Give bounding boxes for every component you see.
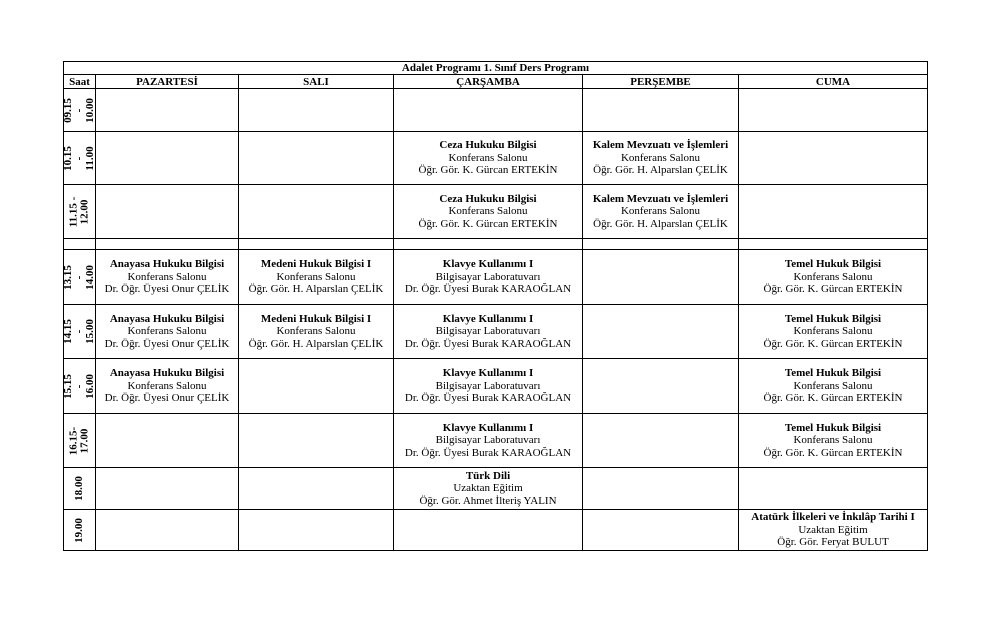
schedule-row — [64, 414, 928, 468]
course-teacher: Dr. Öğr. Üyesi Burak KARAOĞLAN — [404, 392, 572, 405]
course-cell-persembe — [583, 239, 739, 250]
course-name: Atatürk İlkeleri ve İnkılâp Tarihi I — [751, 511, 915, 524]
course-cell-carsamba — [394, 250, 583, 305]
course-teacher: Dr. Öğr. Üyesi Burak KARAOĞLAN — [404, 446, 572, 459]
course-cell-sali — [239, 510, 394, 551]
course-cell-cuma — [739, 414, 928, 468]
time-slot-label: 15.15 - 16.00 — [62, 373, 96, 399]
course-cell-sali — [239, 239, 394, 250]
schedule-title: Adalet Programı 1. Sınıf Ders Programı — [64, 62, 928, 75]
time-slot-cell — [64, 468, 96, 510]
course-cell-persembe — [583, 468, 739, 510]
header-pazartesi: PAZARTESİ — [96, 75, 239, 89]
time-slot-cell — [64, 414, 96, 468]
time-slot-label: 14.15 - 15.00 — [62, 319, 96, 344]
course-teacher: Öğr. Gör. K. Gürcan ERTEKİN — [418, 164, 558, 177]
course-cell-persembe — [583, 132, 739, 185]
course-name: Ceza Hukuku Bilgisi — [439, 192, 537, 205]
course-room: Konferans Salonu — [793, 434, 873, 447]
course-cell-sali — [239, 305, 394, 359]
course-cell-carsamba — [394, 359, 583, 414]
course-teacher: Öğr. Gör. H. Alparslan ÇELİK — [593, 217, 728, 230]
course-room: Konferans Salonu — [793, 379, 873, 392]
course-room: Bilgisayar Laboratuvarı — [435, 379, 541, 392]
time-slot-cell — [64, 250, 96, 305]
time-slot-label: 10.15 - 11.00 — [62, 145, 96, 171]
course-cell-pazartesi — [96, 305, 239, 359]
header-saat: Saat — [64, 75, 96, 89]
course-name: Klavye Kullanımı I — [442, 258, 534, 271]
schedule-table — [63, 61, 928, 551]
course-teacher: Öğr. Gör. Ahmet İlteriş YALIN — [419, 494, 557, 507]
course-name: Anayasa Hukuku Bilgisi — [109, 312, 225, 325]
course-name: Türk Dili — [465, 469, 511, 482]
course-room: Konferans Salonu — [620, 151, 701, 164]
course-cell-sali — [239, 185, 394, 239]
course-teacher: Öğr. Gör. Feryat BULUT — [777, 536, 889, 549]
time-slot-label: 13.15 - 14.00 — [62, 264, 96, 290]
course-room: Uzaktan Eğitim — [453, 482, 523, 495]
course-cell-persembe — [583, 414, 739, 468]
header-persembe: PERŞEMBE — [583, 75, 739, 89]
course-cell-pazartesi — [96, 250, 239, 305]
header-cuma: CUMA — [739, 75, 928, 89]
course-cell-sali — [239, 468, 394, 510]
course-room: Konferans Salonu — [448, 205, 528, 218]
course-room: Konferans Salonu — [127, 270, 207, 283]
course-name: Temel Hukuk Bilgisi — [784, 258, 882, 271]
schedule-row — [64, 132, 928, 185]
course-teacher: Öğr. Gör. H. Alparslan ÇELİK — [593, 164, 728, 177]
course-cell-carsamba — [394, 239, 583, 250]
course-teacher: Dr. Öğr. Üyesi Burak KARAOĞLAN — [404, 283, 572, 296]
schedule-row — [64, 89, 928, 132]
schedule-row — [64, 185, 928, 239]
course-name: Klavye Kullanımı I — [442, 367, 534, 380]
course-cell-pazartesi — [96, 132, 239, 185]
time-slot-cell — [64, 359, 96, 414]
course-cell-pazartesi — [96, 359, 239, 414]
course-teacher: Öğr. Gör. H. Alparslan ÇELİK — [248, 283, 384, 296]
course-room: Bilgisayar Laboratuvarı — [435, 325, 541, 338]
course-cell-cuma — [739, 468, 928, 510]
course-cell-persembe — [583, 89, 739, 132]
course-room: Konferans Salonu — [793, 270, 873, 283]
time-slot-cell — [64, 510, 96, 551]
course-room: Konferans Salonu — [276, 270, 356, 283]
course-cell-pazartesi — [96, 468, 239, 510]
course-cell-sali — [239, 359, 394, 414]
course-cell-sali — [239, 414, 394, 468]
course-room: Bilgisayar Laboratuvarı — [435, 434, 541, 447]
course-name: Anayasa Hukuku Bilgisi — [109, 258, 225, 271]
course-cell-sali — [239, 250, 394, 305]
time-slot-label: 16.15- 17.00 — [67, 426, 91, 455]
schedule-row — [64, 468, 928, 510]
title-row — [64, 62, 928, 75]
course-teacher: Öğr. Gör. K. Gürcan ERTEKİN — [418, 217, 558, 230]
course-teacher: Dr. Öğr. Üyesi Onur ÇELİK — [104, 283, 230, 296]
course-cell-carsamba — [394, 468, 583, 510]
course-cell-pazartesi — [96, 89, 239, 132]
course-room: Konferans Salonu — [127, 325, 207, 338]
course-name: Ceza Hukuku Bilgisi — [439, 139, 537, 152]
course-room: Konferans Salonu — [448, 151, 528, 164]
time-slot-cell — [64, 305, 96, 359]
time-slot-cell — [64, 132, 96, 185]
course-name: Klavye Kullanımı I — [442, 312, 534, 325]
course-name: Temel Hukuk Bilgisi — [784, 312, 882, 325]
course-cell-sali — [239, 132, 394, 185]
course-name: Kalem Mevzuatı ve İşlemleri — [592, 139, 729, 152]
course-cell-carsamba — [394, 305, 583, 359]
time-slot-cell — [64, 185, 96, 239]
course-cell-carsamba — [394, 185, 583, 239]
course-teacher: Öğr. Gör. K. Gürcan ERTEKİN — [763, 446, 903, 459]
course-cell-persembe — [583, 250, 739, 305]
course-name: Temel Hukuk Bilgisi — [784, 421, 882, 434]
course-name: Kalem Mevzuatı ve İşlemleri — [592, 192, 729, 205]
course-cell-cuma — [739, 359, 928, 414]
course-teacher: Dr. Öğr. Üyesi Onur ÇELİK — [104, 392, 230, 405]
time-slot-cell — [64, 89, 96, 132]
schedule-row — [64, 239, 928, 250]
course-cell-pazartesi — [96, 185, 239, 239]
course-cell-pazartesi — [96, 510, 239, 551]
course-room: Konferans Salonu — [127, 379, 207, 392]
course-cell-carsamba — [394, 510, 583, 551]
course-cell-carsamba — [394, 132, 583, 185]
course-cell-cuma — [739, 239, 928, 250]
course-cell-sali — [239, 89, 394, 132]
time-slot-cell — [64, 239, 96, 250]
course-cell-cuma — [739, 132, 928, 185]
time-slot-label: 09.15 - 10.00 — [62, 97, 96, 123]
course-cell-cuma — [739, 185, 928, 239]
course-name: Temel Hukuk Bilgisi — [784, 367, 882, 380]
course-name: Medeni Hukuk Bilgisi I — [260, 312, 372, 325]
course-cell-persembe — [583, 185, 739, 239]
schedule-row — [64, 359, 928, 414]
time-slot-label: 19.00 — [73, 517, 85, 543]
schedule-row — [64, 305, 928, 359]
course-cell-cuma — [739, 250, 928, 305]
course-teacher: Öğr. Gör. K. Gürcan ERTEKİN — [763, 283, 903, 296]
course-name: Anayasa Hukuku Bilgisi — [109, 367, 225, 380]
course-cell-pazartesi — [96, 414, 239, 468]
course-teacher: Öğr. Gör. H. Alparslan ÇELİK — [248, 337, 384, 350]
course-cell-carsamba — [394, 414, 583, 468]
header-row — [64, 75, 928, 89]
schedule-row — [64, 250, 928, 305]
course-cell-persembe — [583, 510, 739, 551]
course-name: Klavye Kullanımı I — [442, 421, 534, 434]
course-teacher: Öğr. Gör. K. Gürcan ERTEKİN — [763, 392, 903, 405]
course-room: Konferans Salonu — [793, 325, 873, 338]
time-slot-label: 11.15 - 12.00 — [67, 196, 91, 227]
course-cell-pazartesi — [96, 239, 239, 250]
course-teacher: Dr. Öğr. Üyesi Burak KARAOĞLAN — [404, 337, 572, 350]
course-cell-carsamba — [394, 89, 583, 132]
header-sali: SALI — [239, 75, 394, 89]
course-room: Uzaktan Eğitim — [798, 523, 868, 536]
course-name: Medeni Hukuk Bilgisi I — [260, 258, 372, 271]
course-cell-persembe — [583, 305, 739, 359]
time-slot-label: 18.00 — [73, 476, 85, 501]
course-room: Konferans Salonu — [620, 205, 701, 218]
schedule-row — [64, 510, 928, 551]
course-cell-cuma — [739, 510, 928, 551]
course-room: Bilgisayar Laboratuvarı — [435, 270, 541, 283]
course-cell-cuma — [739, 305, 928, 359]
course-teacher: Dr. Öğr. Üyesi Onur ÇELİK — [104, 337, 230, 350]
course-cell-persembe — [583, 359, 739, 414]
course-room: Konferans Salonu — [276, 325, 356, 338]
course-cell-cuma — [739, 89, 928, 132]
header-carsamba: ÇARŞAMBA — [394, 75, 583, 89]
course-teacher: Öğr. Gör. K. Gürcan ERTEKİN — [763, 337, 903, 350]
